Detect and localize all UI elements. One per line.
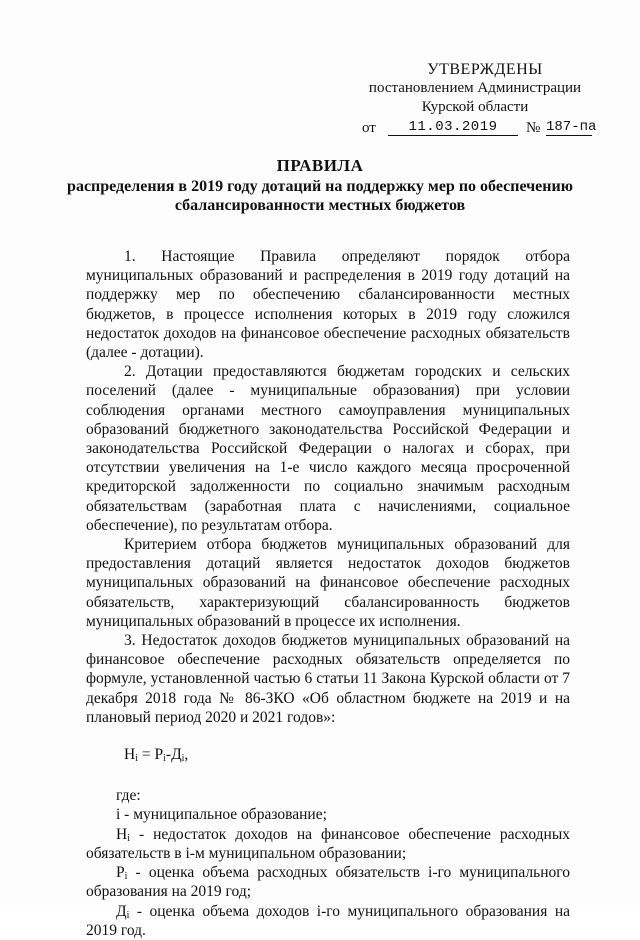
approval-date-line (350, 119, 600, 139)
approval-line-1: постановлением Администрации (368, 80, 582, 96)
definition-h-symbol: Н (116, 825, 128, 843)
formula-eq: = (137, 746, 155, 764)
paragraph-4: 3. Недостаток доходов бюджетов муниципальных образований на финансовое обеспечение расходных обязательств определяется по формуле, установленной частью 6 статьи 11 Закона Курской области от 7 декабря 2018 года № 86-ЗКО «Об областном бюджете на 2019 и на плановый период 2020 и 2021 годов»: (86, 632, 570, 726)
definition-h-sub: i (127, 832, 130, 844)
formula-d: Д (171, 746, 182, 764)
definition-d-text: - оценка объема доходов i-го муниципального образования на 2019 год. (86, 902, 570, 939)
paragraph-2: 2. Дотации предоставляются бюджетам городских и сельских поселений (далее - муниципальные образования) при условии соблюдения органами местного самоуправления муниципальных образований бюджетного законодательства Российской Федерации и законодательства Российской Федерации о налогах и сборах, при отсутствии увеличения на 1-е число каждого месяца просроченной кредиторской задолженности по социально значимым расходным обязательствам (заработная плата с начислениями, социальное обеспечение), по результатам отбора. (86, 363, 570, 534)
where-label: где: (116, 787, 141, 805)
definition-d-symbol: Д (116, 902, 127, 920)
definition-h-text: - недостаток доходов на финансовое обеспечение расходных обязательств в i-м муниципальном образовании; (86, 825, 570, 862)
formula-p-sub: i (163, 753, 166, 765)
paragraph-3: Критерием отбора бюджетов муниципальных образований для предоставления дотаций является недостаток доходов бюджетов муниципальных образований на финансовое обеспечение расходных обязательств, характеризующий сбалансированность бюджетов муниципальных образований в процессе их исполнения. (86, 536, 570, 630)
approval-block (350, 60, 600, 139)
definition-d-sub: i (126, 909, 130, 921)
from-label: от (362, 120, 376, 136)
document-body (86, 247, 570, 940)
title-subtitle-line-1: распределения в 2019 году дотаций на поддержку мер по обеспечению (67, 178, 573, 195)
formula-h: Н (124, 746, 136, 764)
formula (86, 745, 570, 764)
definition-p-text: - оценка объема расходных обязательств i-го муниципального образования на 2019 год; (86, 864, 570, 901)
approval-title: УТВЕРЖДЕНЫ (427, 61, 543, 78)
approval-number: 187-па (546, 119, 597, 135)
title-subtitle-line-2: сбалансированности местных бюджетов (174, 197, 466, 214)
approval-date: 11.03.2019 (388, 119, 518, 136)
definition-p-sub: i (124, 871, 128, 883)
approval-line-2: Курской области (421, 99, 529, 115)
formula-h-sub: i (135, 753, 138, 765)
definition-h (86, 825, 570, 863)
document-title (60, 156, 580, 215)
paragraph-1: 1. Настоящие Правила определяют порядок отбора муниципальных образований и распределения в 2019 году дотаций на поддержку мер по обеспечению сбалансированности местных бюджетов, в процессе исполнения которых в 2019 году сложился недостаток доходов на финансовое обеспечение расходных обязательств (далее - дотации). (86, 248, 570, 362)
formula-p: Р (154, 746, 164, 764)
definition-i: i - муниципальное образование; (116, 806, 327, 824)
formula-tail: , (184, 746, 189, 764)
definition-d (86, 902, 570, 940)
title-main: ПРАВИЛА (276, 156, 364, 175)
number-label: № (526, 120, 541, 136)
formula-minus: - (165, 746, 172, 764)
definition-p (86, 863, 570, 901)
formula-d-sub: i (181, 753, 185, 765)
definition-p-symbol: Р (116, 864, 125, 882)
